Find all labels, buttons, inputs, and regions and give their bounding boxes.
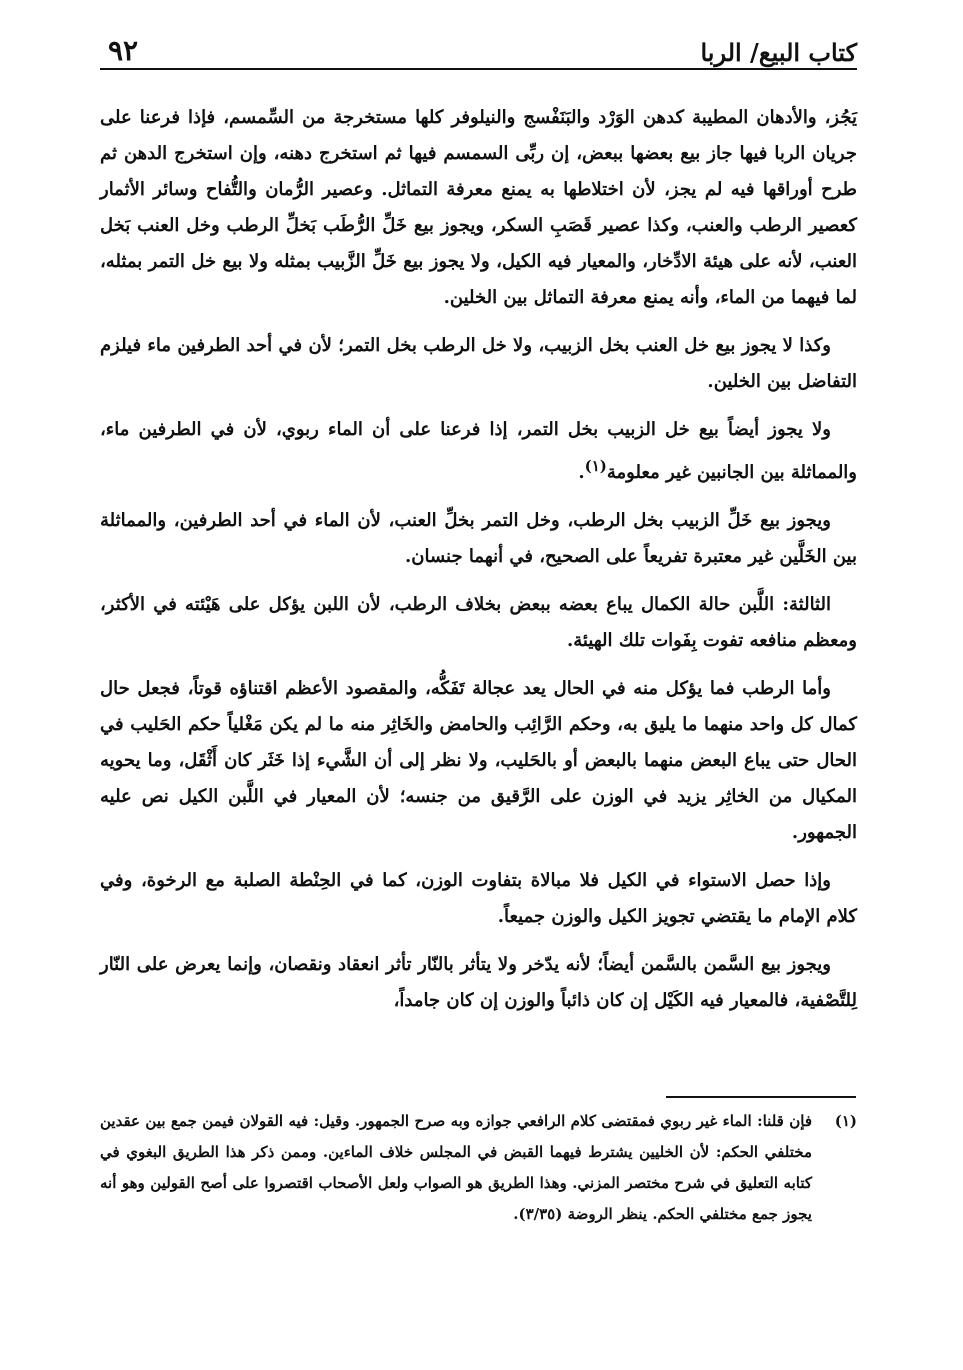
paragraph-7: وإذا حصل الاستواء في الكيل فلا مبالاة بتفاوت الوزن، كما في الحِنْطة الصلبة مع الرخوة، وفي كلام الإمام ما يقتضي تجويز الكيل والوزن جميعاً.	[100, 870, 857, 927]
footnotes	[100, 1106, 857, 1230]
paragraph-3-text: ولا يجوز أيضاً بيع خل الزبيب بخل التمر، إذا فرعنا على أن الماء ربوي، لأن في الطرفين ماء، والمماثلة بين الجانبين غير معلومة	[100, 419, 857, 483]
paragraph-8: ويجوز بيع السَّمن بالسَّمن أيضاً؛ لأنه يدّخر ولا يتأثر بالنّار تأثر انعقاد ونقصان، وإنما يعرض على النّار لِلتَّصْفية، فالمعيار فيه الكَيْل إن كان ذائباً والوزن إن كان جامداً،	[100, 954, 857, 1011]
footnote-text: فإن قلنا: الماء غير ربوي فمقتضى كلام الرافعي جوازه وبه صرح الجمهور. وقيل: فيه القولان فيمن جمع بين عقدين مختلفي الحكم: لأن الخليين يشترط فيهما القبض في المجلس خلاف الماءين. وممن ذكر هذا الطريق البغوي في كتابه التعليق في شرح مختصر المزني. وهذا الطريق هو الصواب ولعل الأصحاب اقتصروا على أصح القولين وهو أنه يجوز جمع مختلفي الحكم. ينظر الروضة (٣/٣٥).	[100, 1112, 812, 1223]
main-text	[100, 100, 857, 1031]
footnote-marker: (١)	[834, 1112, 857, 1130]
paragraph-6: وأما الرطب فما يؤكل منه في الحال يعد عجالة تَفَكُّه، والمقصود الأعظم اقتناؤه قوتاً، فجعل حال كمال كل واحد منهما ما يليق به، وحكم الرَّائِب والحامض والخَاثِر منه ما لم يكن مَغْلياً حكم الحَليب في الحال حتى يباع البعض منهما بالبعض أو بالحَليب، ولا نظر إلى أن الشَّيء إذا خَثَر كان أَثْقَل، وما يحويه المكيال من الخاثِر يزيد في الوزن على الرَّقيق من جنسه؛ لأن المعيار في اللَّبن الكيل نص عليه الجمهور.	[100, 678, 857, 843]
footnote-separator	[666, 1096, 856, 1098]
paragraph-5-text: اللَّبن حالة الكمال يباع بعضه ببعض بخلاف الرطب، لأن اللبن يؤكل على هَيْئته في الأكثر، ومعظم منافعه تفوت بِفَوات تلك الهيئة.	[100, 594, 857, 651]
page-number: ٩٢	[108, 34, 139, 67]
paragraph-4: ويجوز بيع خَلِّ الزبيب بخل الرطب، وخل التمر بخلِّ العنب، لأن الماء في أحد الطرفين، والمماثلة بين الخَلَّين غير معتبرة تفريعاً على الصحيح، في أنهما جنسان.	[100, 510, 857, 567]
paragraph-3	[100, 412, 857, 491]
footnote-reference: (١)	[584, 457, 607, 475]
paragraph-5	[100, 587, 857, 659]
paragraph-2: وكذا لا يجوز بيع خل العنب بخل الزبيب، ولا خل الرطب بخل التمر؛ لأن في أحد الطرفين ماء فيلزم التفاضل بين الخلين.	[100, 335, 857, 392]
footnote	[100, 1106, 857, 1230]
page-header	[100, 28, 857, 70]
chapter-title: كتاب البيع/ الربا	[700, 38, 857, 67]
section-term: الثالثة:	[782, 594, 831, 615]
paragraph-1: يَجُز، والأدهان المطيبة كدهن الوَرْد والبَنَفْسج والنيلوفر كلها مستخرجة من السِّمسم، فإذا فرعنا على جريان الربا فيها جاز بيع بعضها ببعض، إن ربِّى السمسم فيها ثم استخرج دهنه، وإن استخرج الدهن ثم طرح أوراقها فيه لم يجز، لأن اختلاطها به يمنع معرفة التماثل. وعصير الرُّمان والتُّفاح وسائر الأثمار كعصير الرطب والعنب، وكذا عصير قَصَبِ السكر، ويجوز بيع خَلِّ الرُّطَب بَخلِّ الرطب وخل العنب بَخل العنب، لأنه على هيئة الادِّخار، والمعيار فيه الكيل، ولا يجوز بيع خَلِّ الزَّبيب بمثله ولا بيع خل التمر بمثله، لما فيهما من الماء، وأنه يمنع معرفة التماثل بين الخلين.	[100, 107, 857, 308]
paragraph-3-end: .	[578, 462, 585, 483]
